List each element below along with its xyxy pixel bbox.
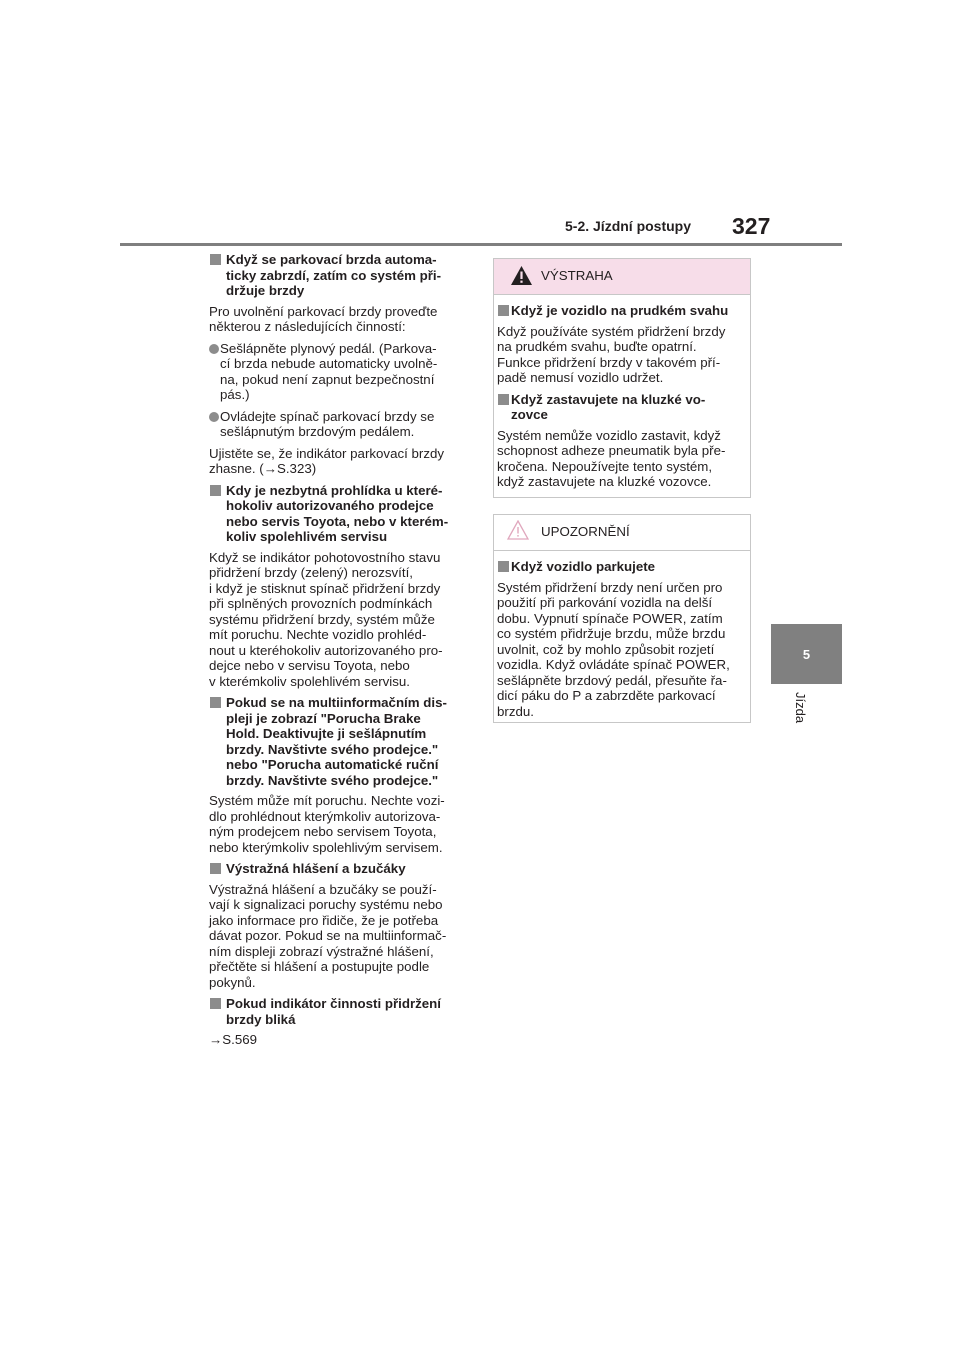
text-line: brzdy. Navštivte svého prodejce." — [226, 741, 439, 757]
paragraph — [209, 793, 479, 855]
text-line: použití při parkování vozidla na delší — [497, 595, 713, 610]
text-line: Kdy je nezbytná prohlídka u které- — [226, 482, 443, 498]
paragraph — [209, 446, 479, 477]
content-section — [209, 483, 479, 690]
text-line: Když se indikátor pohotovostního stavu — [209, 549, 441, 565]
text-line: sešlápnutým brzdovým pedálem. — [220, 424, 415, 439]
warning-box-header — [494, 259, 750, 295]
text-line: na prudkém svahu, buďte opatrní. — [497, 339, 697, 354]
text-line: co systém přidržuje brzdu, může brzdu — [497, 626, 726, 641]
content-section — [209, 252, 479, 477]
chapter-label — [790, 692, 810, 732]
box-section — [497, 303, 748, 386]
section-heading — [209, 252, 479, 299]
text-line: Když zastavujete na kluzké vo- — [511, 391, 706, 407]
text-line: Pro uvolnění parkovací brzdy proveďte — [209, 303, 438, 319]
box-section — [497, 559, 748, 719]
caution-box — [493, 514, 751, 723]
square-bullet-icon — [210, 863, 221, 874]
section-heading — [209, 996, 479, 1027]
text-line: kročena. Nepoužívejte tento systém, — [497, 458, 713, 474]
text-line: při splněných provozních podmínkách — [209, 596, 433, 611]
round-bullet-icon — [209, 344, 219, 354]
section-heading — [497, 559, 748, 575]
text-line: když zastavujete na kluzké vozovce. — [497, 474, 712, 489]
text-line: i když je stisknut spínač přidržení brzdy — [209, 580, 441, 596]
text-line: Hold. Deaktivujte ji sešlápnutím — [226, 726, 427, 741]
square-bullet-icon — [498, 394, 509, 405]
text-line: přečtěte si hlášení a postupujte podle — [209, 959, 430, 974]
text-line: Systém nemůže vozidlo zastavit, když — [497, 427, 721, 443]
paragraph — [209, 882, 479, 991]
text-line: nout u kteréhokoliv autorizovaného pro- — [209, 642, 443, 658]
paragraph — [209, 550, 479, 690]
text-line: Když je vozidlo na prudkém svahu — [511, 303, 729, 318]
text-line: dobu. Vypnutí spínače POWER, zatím — [497, 610, 723, 626]
warning-triangle-icon — [511, 266, 532, 285]
text-line: Když vozidlo parkujete — [511, 559, 656, 574]
text-line: Systém může mít poruchu. Nechte vozi- — [209, 793, 445, 808]
section-heading — [209, 861, 479, 877]
paragraph — [497, 580, 748, 720]
text-line: sešlápněte brzdový pedál, přesuňte řa- — [497, 672, 727, 688]
bullet-item — [209, 409, 479, 440]
text-line: nebo kterýmkoliv spolehlivým servisem. — [209, 839, 443, 855]
text-line: jako informace pro řidiče, že je potřeba — [209, 912, 439, 928]
text-line: Ujistěte se, že indikátor parkovací brzdy — [209, 445, 445, 461]
chapter-tab[interactable] — [771, 624, 842, 684]
text-line: Sešlápněte plynový pedál. (Parkova- — [220, 340, 437, 356]
square-bullet-icon — [498, 561, 509, 572]
text-line: vozidla. Když ovládáte spínač POWER, — [497, 657, 730, 672]
paragraph — [209, 1032, 479, 1048]
text-line: pokynů. — [209, 974, 256, 990]
main-text-column — [209, 252, 479, 1054]
text-line: v kterémkoliv spolehlivém servisu. — [209, 673, 410, 689]
text-line: Funkce přidržení brzdy v takovém pří- — [497, 354, 721, 370]
text-line: padě nemusí vozidlo udržet. — [497, 370, 664, 385]
box-section — [497, 392, 748, 490]
caution-box-body — [494, 551, 750, 731]
caution-box-header — [494, 515, 750, 551]
text-line: cí brzda nebude automaticky uvolně- — [220, 356, 438, 371]
warning-box-body — [494, 295, 750, 502]
square-bullet-icon — [210, 998, 221, 1009]
text-line: přidržení brzdy (zelený) nerozsvítí, — [209, 565, 413, 580]
content-section — [209, 996, 479, 1048]
text-line: →S.569 — [209, 1032, 258, 1047]
text-line: dlo prohlédnout kterýmkoliv autorizova- — [209, 808, 441, 824]
square-bullet-icon — [210, 485, 221, 496]
text-line: uvolnit, což by mohlo způsobit rozjetí — [497, 641, 715, 657]
paragraph — [209, 304, 479, 335]
text-line: ným prodejcem nebo servisem Toyota, — [209, 824, 437, 839]
content-section — [209, 861, 479, 990]
warning-box-title: VÝSTRAHA — [541, 268, 613, 283]
text-line: nebo "Porucha automatické ruční — [226, 757, 439, 772]
header-rule — [120, 243, 842, 246]
section-title: 5-2. Jízdní postupy — [565, 218, 692, 234]
text-line: zhasne. (→S.323) — [209, 461, 317, 476]
text-line: hokoliv autorizovaného prodejce — [226, 498, 434, 513]
text-line: brzdy bliká — [226, 1011, 296, 1027]
section-heading — [209, 695, 479, 788]
text-line: držuje brzdy — [226, 283, 305, 298]
page-number: 327 — [732, 213, 771, 239]
caution-triangle-icon — [507, 520, 529, 540]
content-section — [209, 695, 479, 855]
section-heading — [497, 303, 748, 319]
square-bullet-icon — [498, 305, 509, 316]
section-heading — [497, 392, 748, 423]
section-heading — [209, 483, 479, 545]
text-line: ním displeji zobrazí výstražné hlášení, — [209, 943, 434, 959]
chapter-label-text: Jízda — [793, 692, 808, 724]
chapter-number: 5 — [802, 646, 811, 662]
caution-box-title: UPOZORNĚNÍ — [541, 524, 630, 539]
text-line: dávat pozor. Pokud se na multiinformač- — [209, 928, 447, 943]
text-line: pás.) — [220, 387, 250, 402]
text-line: schopnost adheze pneumatik byla pře- — [497, 443, 726, 458]
text-line: Výstražná hlášení a bzučáky — [226, 861, 406, 876]
text-line: Výstražná hlášení a bzučáky se použí- — [209, 881, 437, 897]
text-line: systému přidržení brzdy, systém může — [209, 611, 435, 627]
square-bullet-icon — [210, 254, 221, 265]
text-line: Systém přidržení brzdy není určen pro — [497, 579, 723, 595]
paragraph — [497, 428, 748, 490]
paragraph — [497, 324, 748, 386]
text-line: Ovládejte spínač parkovací brzdy se — [220, 408, 435, 424]
text-line: dejce nebo v servisu Toyota, nebo — [209, 658, 410, 673]
text-line: mít poruchu. Nechte vozidlo prohléd- — [209, 627, 427, 642]
text-line: brzdu. — [497, 703, 534, 719]
bullet-item — [209, 341, 479, 403]
square-bullet-icon — [210, 697, 221, 708]
text-line: některou z následujících činností: — [209, 319, 406, 334]
text-line: zovce — [511, 407, 548, 422]
text-line: Když se parkovací brzda automa- — [226, 252, 437, 267]
text-line: koliv spolehlivém servisu — [226, 529, 388, 544]
text-line: pleji je zobrazí "Porucha Brake — [226, 710, 421, 726]
round-bullet-icon — [209, 412, 219, 422]
text-line: dicí páku do P a zabrzděte parkovací — [497, 688, 716, 703]
warning-box — [493, 258, 751, 498]
text-line: na, pokud není zapnut bezpečnostní — [220, 371, 435, 387]
text-line: Pokud se na multiinformačním dis- — [226, 695, 447, 710]
text-line: brzdy. Navštivte svého prodejce." — [226, 772, 439, 788]
text-line: nebo servis Toyota, nebo v kterém- — [226, 513, 449, 529]
text-line: Pokud indikátor činnosti přidržení — [226, 996, 441, 1011]
text-line: ticky zabrzdí, zatím co systém při- — [226, 267, 442, 283]
text-line: vají k signalizaci poruchy systému nebo — [209, 897, 443, 912]
text-line: Když používáte systém přidržení brzdy — [497, 323, 726, 339]
